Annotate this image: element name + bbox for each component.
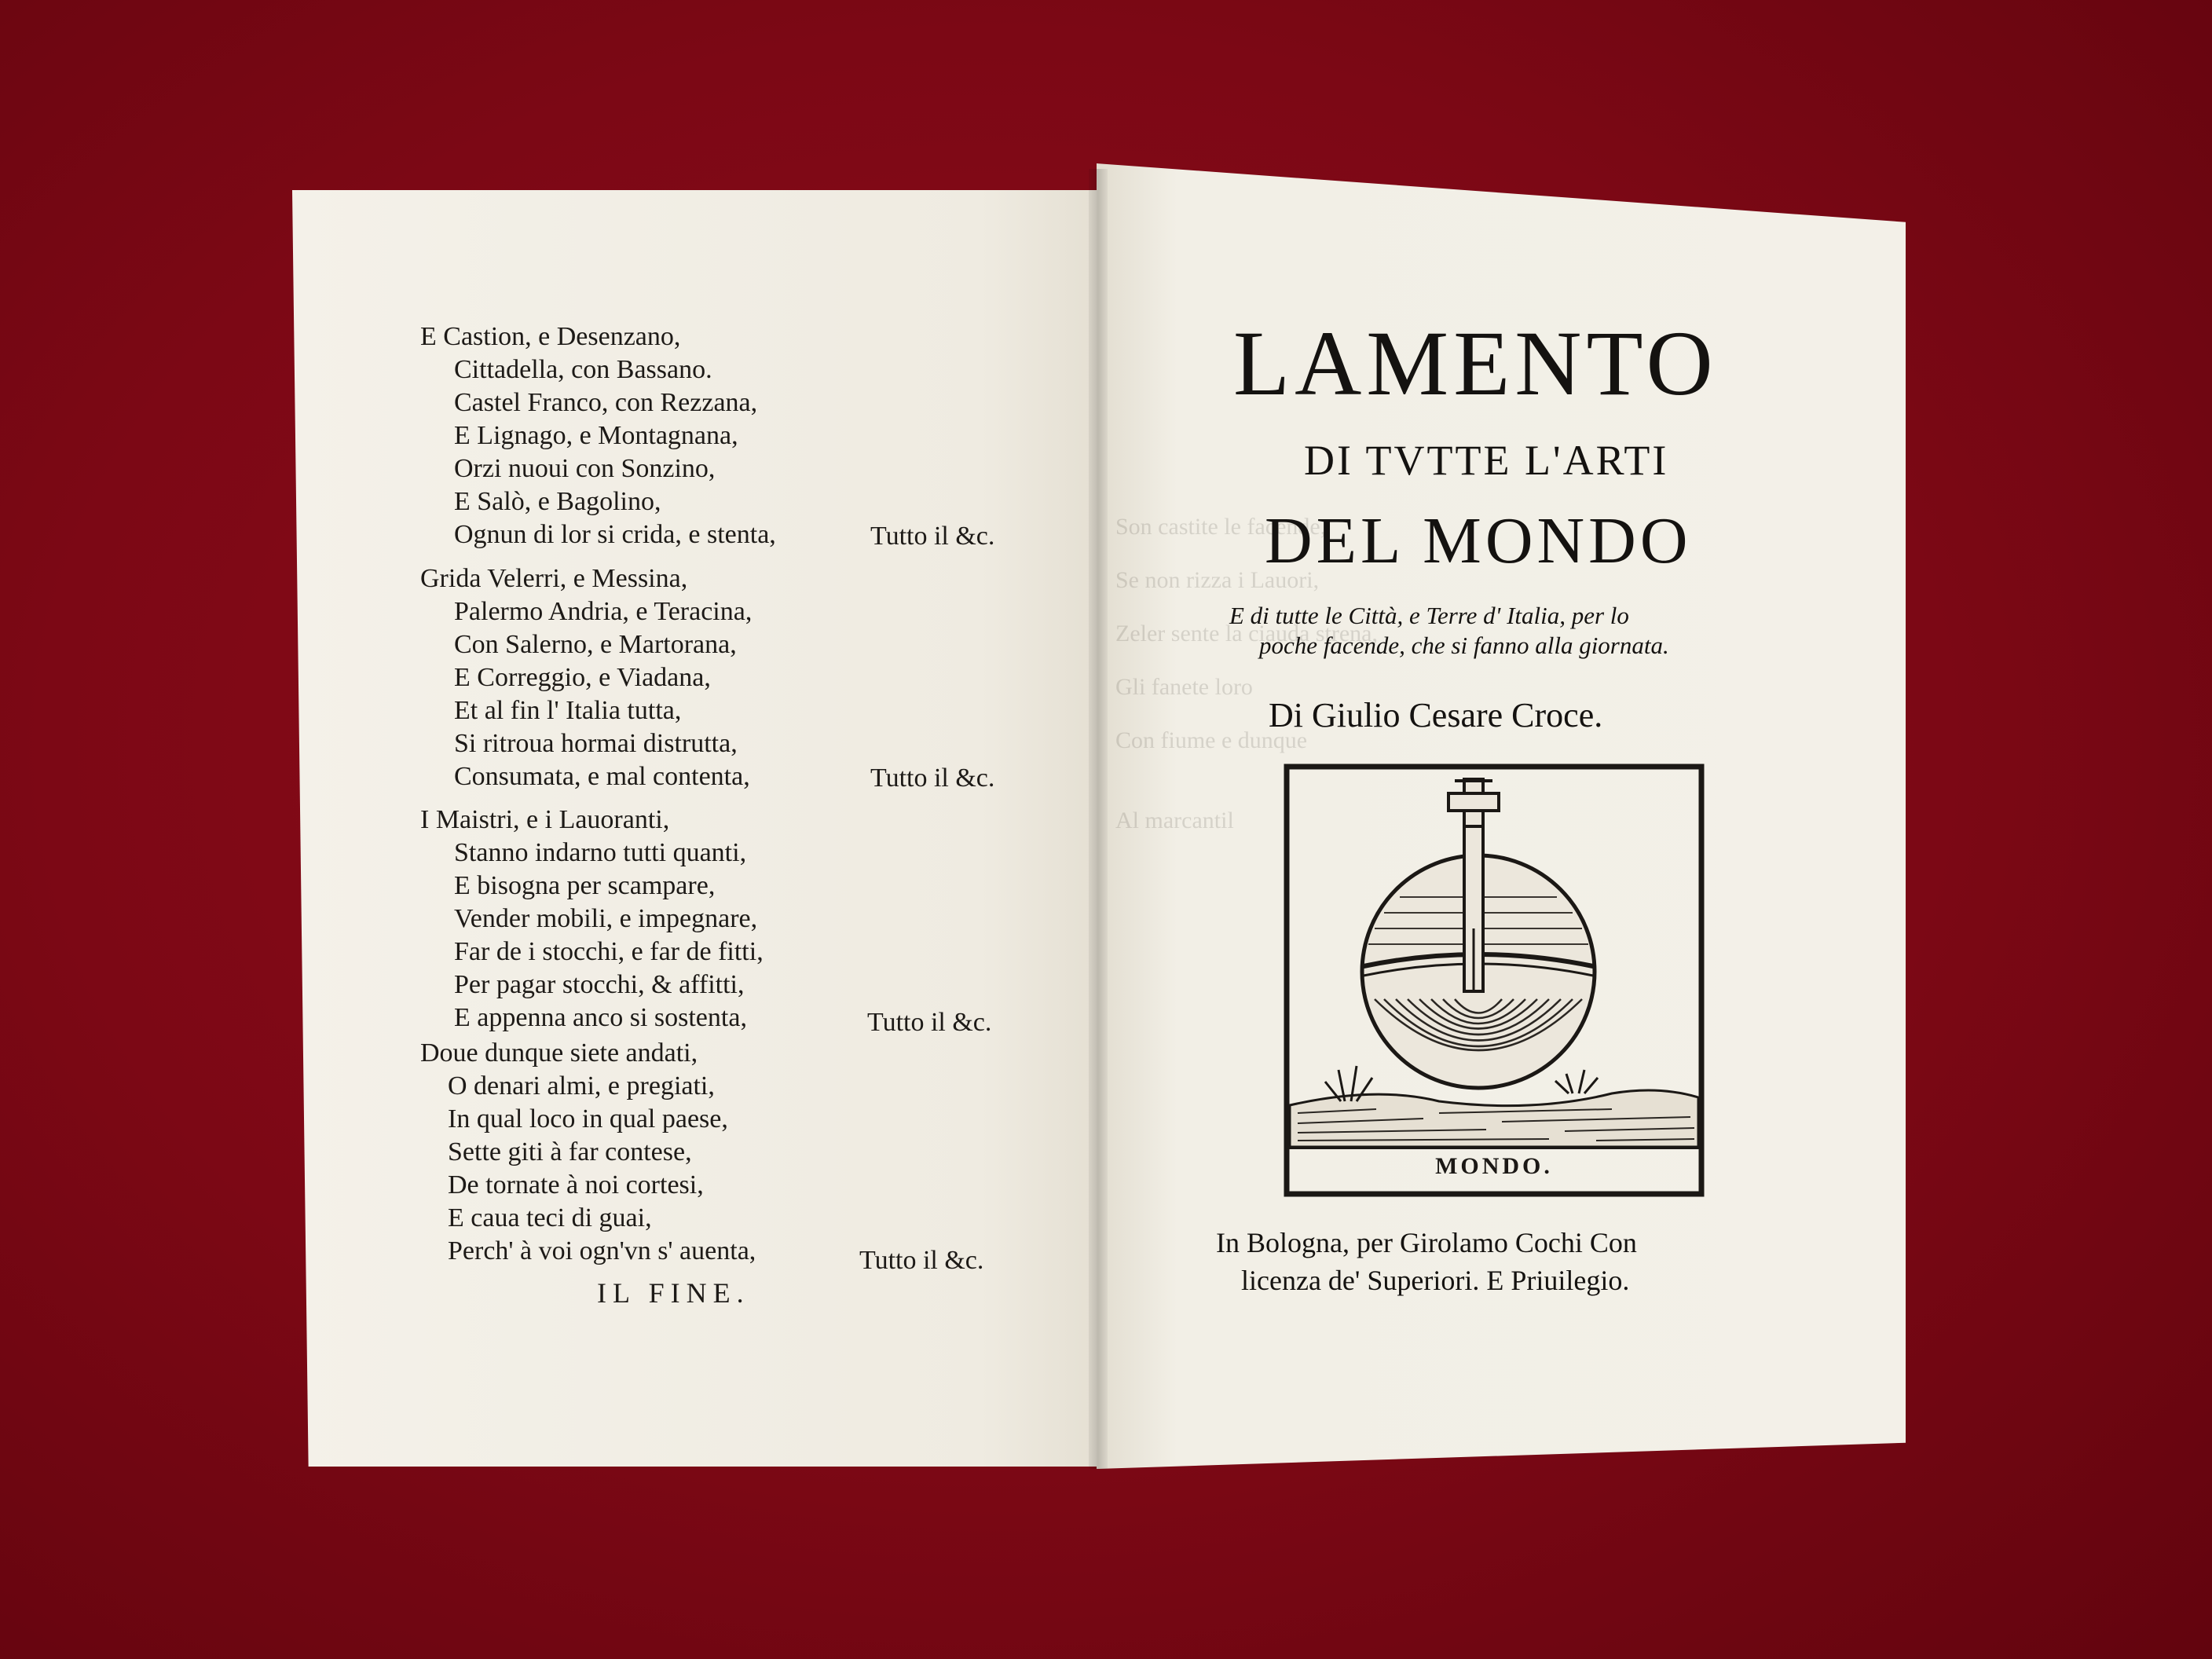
verse-line: Consumata, e mal contenta,: [454, 762, 750, 791]
imprint-line: licenza de' Superiori. E Priuilegio.: [1241, 1265, 1630, 1296]
verse-line: Cittadella, con Bassano.: [454, 355, 712, 384]
title-subline: DI TVTTE L'ARTI: [1304, 437, 1669, 484]
verse-line: Si ritroua hormai distrutta,: [454, 729, 738, 758]
verse-line: E Castion, e Desenzano,: [420, 322, 681, 351]
woodcut-label: MONDO.: [1435, 1153, 1553, 1179]
verse-line: Vender mobili, e impegnare,: [454, 904, 758, 933]
verse-line: Palermo Andria, e Teracina,: [454, 597, 753, 626]
verse-line: Sette giti à far contese,: [448, 1137, 692, 1166]
verse-line: E caua teci di guai,: [448, 1203, 652, 1232]
verse-line: Et al fin l' Italia tutta,: [454, 696, 682, 725]
verse-line: In qual loco in qual paese,: [448, 1104, 728, 1133]
verse-line: Stanno indarno tutti quanti,: [454, 838, 747, 867]
imprint-line: In Bologna, per Girolamo Cochi Con: [1216, 1227, 1637, 1258]
subtitle-line: E di tutte le Città, e Terre d' Italia, per lo: [1229, 602, 1629, 629]
verse-line: E Lignago, e Montagnana,: [454, 421, 738, 450]
verse-line: Doue dunque siete andati,: [420, 1038, 698, 1068]
verse-line: E bisogna per scampare,: [454, 871, 716, 900]
verse-line: Grida Velerri, e Messina,: [420, 564, 688, 593]
refrain-text: Tutto il &c.: [870, 764, 995, 793]
verse-line: E Salò, e Bagolino,: [454, 487, 661, 516]
refrain-text: Tutto il &c.: [870, 522, 995, 551]
subtitle-block: [1229, 601, 1669, 661]
verse-line: Orzi nuoui con Sonzino,: [454, 454, 716, 483]
verse-line: Per pagar stocchi, & affitti,: [454, 970, 745, 999]
verse-line: O denari almi, e pregiati,: [448, 1071, 715, 1101]
verse-line: Perch' à voi ogn'vn s' auenta,: [448, 1236, 756, 1265]
subtitle-line: poche facende, che si fanno alla giornata.: [1259, 632, 1669, 659]
end-text: IL FINE.: [597, 1277, 750, 1309]
verse-line: E Correggio, e Viadana,: [454, 663, 711, 692]
title-del-mondo: DEL MONDO: [1265, 504, 1692, 577]
verse-line: Con Salerno, e Martorana,: [454, 630, 737, 659]
verse-line: Castel Franco, con Rezzana,: [454, 388, 758, 417]
show-through-text: Son castite le facende, Se non rizza i Lauori, Zeler sente la ciauda strena, Gli fanete loro Con fiume e dunque Al marcantil: [1115, 514, 1378, 833]
woodcut-illustration: [1282, 764, 1706, 1197]
title-lamento: LAMENTO: [1233, 312, 1718, 415]
verse-line: De tornate à noi cortesi,: [448, 1170, 704, 1199]
refrain-text: Tutto il &c.: [867, 1008, 992, 1037]
verse-line: Ognun di lor si crida, e stenta,: [454, 520, 776, 549]
verse-line: I Maistri, e i Lauoranti,: [420, 805, 670, 834]
refrain-text: Tutto il &c.: [859, 1246, 984, 1275]
verse-line: Far de i stocchi, e far de fitti,: [454, 937, 764, 966]
spine-fold: [1089, 169, 1108, 1469]
author-line: Di Giulio Cesare Croce.: [1269, 696, 1603, 734]
imprint-block: [1216, 1224, 1637, 1299]
verse-line: E appenna anco si sostenta,: [454, 1003, 747, 1032]
